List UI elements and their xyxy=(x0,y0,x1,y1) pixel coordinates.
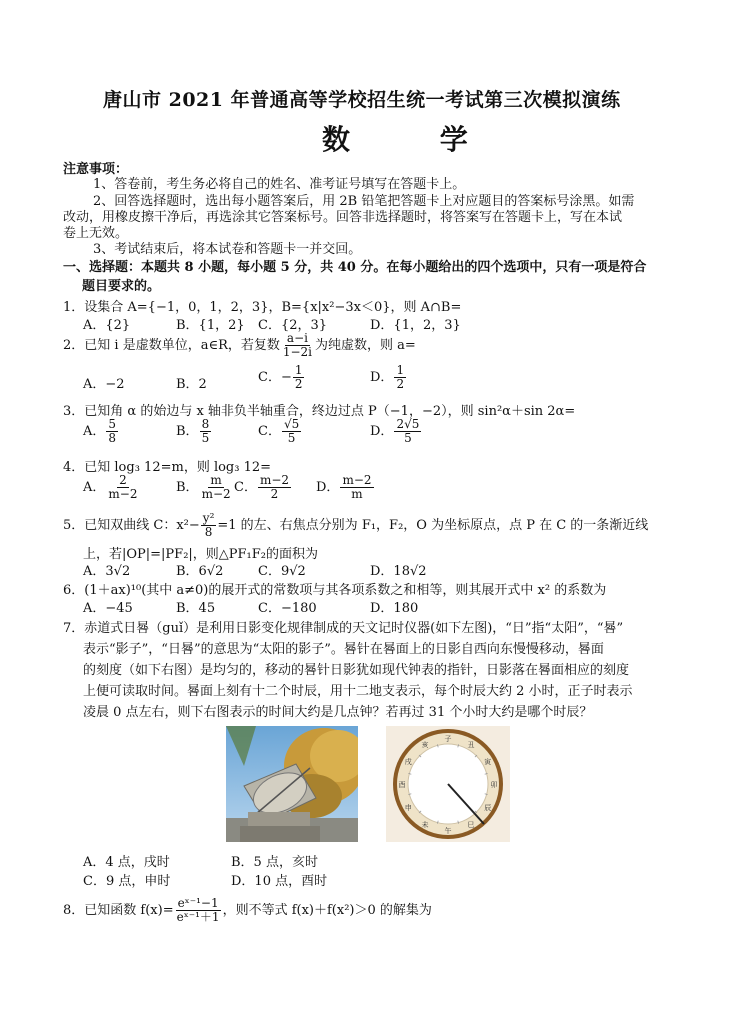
q5-stem-a: 5．已知双曲线 C：x²− xyxy=(63,518,200,533)
q7-line-4: 上便可读取时间。晷面上刻有十二个时辰，用十二地支表示，每个时辰大约 2 小时，正子时表示 xyxy=(83,684,633,699)
q3-option-d-num: 2√5 xyxy=(396,417,420,431)
q2-frac-den: 1−2i xyxy=(282,345,313,359)
q7-option-a: A．4 点，戌时 xyxy=(83,855,170,870)
q4-option-a xyxy=(83,474,140,501)
sundial-dial-diagram xyxy=(386,726,510,842)
q4-option-d-label: D． xyxy=(316,480,340,495)
q3-option-b xyxy=(176,418,212,445)
q3-option-d-den: 5 xyxy=(404,431,412,445)
q8-fraction xyxy=(175,897,222,924)
q2-option-c-label: C．− xyxy=(258,370,292,385)
q3-option-d-label: D． xyxy=(370,424,394,439)
dial-label: 午 xyxy=(444,827,452,835)
q5-stem-b: =1 的左、右焦点分别为 F₁，F₂，O 为坐标原点，点 P 在 C 的一条渐近线 xyxy=(217,518,649,533)
sundial-photo xyxy=(226,726,358,842)
dial-svg xyxy=(386,726,510,842)
dial-label: 巳 xyxy=(467,820,475,829)
q3-option-c-num: √5 xyxy=(283,417,300,431)
q4-option-d-num: m−2 xyxy=(342,473,372,487)
dial-label: 酉 xyxy=(398,781,406,789)
q7-line-2: 表示“影子”，“日晷”的意思为“太阳的影子”。晷针在晷面上的日影自西向东慢慢移动，晷面 xyxy=(83,642,604,657)
q3-option-a xyxy=(83,418,119,445)
q8-stem xyxy=(63,897,432,924)
dial-label: 申 xyxy=(404,804,412,812)
q1-stem: 1．设集合 A={−1，0，1，2，3}，B={x|x²−3x＜0}，则 A∩B= xyxy=(63,300,462,315)
q6-option-c: C．−180 xyxy=(258,601,317,616)
q3-option-c-label: C． xyxy=(258,424,281,439)
q5-option-d: D．18√2 xyxy=(370,564,427,579)
q4-option-d-den: m xyxy=(351,487,363,501)
q2-option-c-den: 2 xyxy=(294,377,303,391)
q3-option-d xyxy=(370,418,422,445)
q4-option-d-frac xyxy=(340,474,373,501)
q2-option-d-label: D． xyxy=(370,370,394,385)
q7-option-d: D．10 点，酉时 xyxy=(231,874,328,889)
notice-item-1: 1、答卷前，考生务必将自己的姓名、准考证号填写在答题卡上。 xyxy=(93,177,466,192)
q5-option-b: B．6√2 xyxy=(176,564,224,579)
q8-frac-den: eˣ⁻¹＋1 xyxy=(176,910,220,924)
q4-option-a-frac xyxy=(106,474,139,501)
q5-frac-den: 8 xyxy=(204,525,213,539)
q4-option-b-frac xyxy=(200,474,233,501)
q8-stem-a: 8．已知函数 f(x)= xyxy=(63,903,174,918)
q4-option-c-frac xyxy=(258,474,291,501)
q3-option-a-num: 5 xyxy=(108,417,117,431)
q7-option-c: C．9 点，申时 xyxy=(83,874,171,889)
q3-option-b-frac xyxy=(200,418,212,445)
dial-label: 辰 xyxy=(484,804,492,812)
q3-option-c-frac xyxy=(282,418,301,445)
q4-option-b xyxy=(176,474,234,501)
dial-label: 卯 xyxy=(490,781,498,789)
dial-label: 子 xyxy=(444,735,452,743)
exam-title: 唐山市 2021 年普通高等学校招生统一考试第三次模拟演练 xyxy=(103,89,621,111)
q3-option-c xyxy=(258,418,302,445)
q3-option-a-den: 8 xyxy=(108,431,117,445)
q5-stem-line2: 上，若|OP|=|PF₂|，则△PF₁F₂的面积为 xyxy=(83,547,319,562)
section-heading: 一、选择题：本题共 8 小题，每小题 5 分，共 40 分。在每小题给出的四个选项中，只有一项是符合 xyxy=(63,260,647,275)
notice-item-2-cont2: 卷上无效。 xyxy=(63,226,129,241)
notice-item-2-cont: 改动，用橡皮擦干净后，再选涂其它答案标号。回答非选择题时，将答案写在答题卡上，写在本试 xyxy=(63,210,623,225)
q7-line-5: 凌晨 0 点左右，则下右图表示的时间大约是几点钟？若再过 31 个小时大约是哪个时辰？ xyxy=(83,705,593,720)
q7-line-1: 7．赤道式日晷（guǐ）是利用日影变化规律制成的天文记时仪器(如下左图)，“日”指“太阳”，“晷” xyxy=(63,621,624,636)
q2-option-d-num: 1 xyxy=(396,363,405,377)
dial-label: 寅 xyxy=(484,758,492,766)
notice-item-3: 3、考试结束后，将本试卷和答题卡一并交回。 xyxy=(93,242,362,257)
q4-option-c-den: 2 xyxy=(270,487,279,501)
q5-option-a: A．3√2 xyxy=(83,564,131,579)
q4-option-b-label: B． xyxy=(176,480,199,495)
q1-option-b: B．{1，2} xyxy=(176,318,245,333)
q5-frac-num: y² xyxy=(202,511,215,525)
q6-option-a: A．−45 xyxy=(83,601,133,616)
q4-option-b-den: m−2 xyxy=(201,487,231,501)
q5-option-c: C．9√2 xyxy=(258,564,306,579)
dial-label: 未 xyxy=(421,820,429,829)
q3-option-d-frac xyxy=(394,418,421,445)
q5-fraction xyxy=(201,512,217,539)
q2-stem xyxy=(63,332,416,359)
q3-option-b-num: 8 xyxy=(201,417,210,431)
q1-option-d: D．{1，2，3} xyxy=(370,318,461,333)
q6-stem: 6．(1＋ax)¹⁰(其中 a≠0)的展开式的常数项与其各项系数之和相等，则其展开式中 x² 的系数为 xyxy=(63,583,607,598)
q2-fraction xyxy=(281,332,314,359)
q4-option-c-num: m−2 xyxy=(259,473,290,487)
q7-option-b: B．5 点，亥时 xyxy=(231,855,318,870)
q4-option-a-den: m−2 xyxy=(108,487,138,501)
q3-option-a-label: A． xyxy=(83,424,106,439)
q2-option-d xyxy=(370,364,407,391)
subject-title: 数 学 xyxy=(322,123,508,156)
q2-frac-num: a−i xyxy=(286,331,308,345)
q2-option-d-frac xyxy=(394,364,406,391)
q2-option-d-den: 2 xyxy=(396,377,405,391)
section-heading-cont: 题目要求的。 xyxy=(82,279,161,294)
q4-option-c xyxy=(234,474,292,501)
q3-option-b-label: B． xyxy=(176,424,199,439)
q2-option-c-frac xyxy=(293,364,305,391)
sundial-photo-art xyxy=(226,726,358,842)
q1-option-c: C．{2，3} xyxy=(258,318,328,333)
q3-option-a-frac xyxy=(106,418,118,445)
dial-label: 戌 xyxy=(404,758,412,766)
dial-label: 丑 xyxy=(467,741,475,750)
q6-option-b: B．45 xyxy=(176,601,216,616)
notice-item-2: 2、回答选择题时，选出每小题答案后，用 2B 铅笔把答题卡上对应题目的答案标号涂黑。如需 xyxy=(93,194,635,209)
q4-option-b-num: m xyxy=(210,473,222,487)
q4-option-c-label: C． xyxy=(234,480,257,495)
q2-option-c-num: 1 xyxy=(294,363,303,377)
notice-heading: 注意事项： xyxy=(63,162,129,177)
dial-label: 亥 xyxy=(421,741,429,750)
q4-stem: 4．已知 log₃ 12=m，则 log₃ 12= xyxy=(63,460,272,475)
q3-stem: 3．已知角 α 的始边与 x 轴非负半轴重合，终边过点 P（−1，−2），则 sin²α＋sin 2α= xyxy=(63,404,576,419)
q2-option-b: B．2 xyxy=(176,377,207,392)
q4-option-a-label: A． xyxy=(83,480,106,495)
q2-option-c xyxy=(258,364,305,391)
q4-option-a-num: 2 xyxy=(119,473,127,487)
q8-frac-num: eˣ⁻¹−1 xyxy=(177,896,219,910)
q5-stem xyxy=(63,512,648,539)
q6-option-d: D．180 xyxy=(370,601,419,616)
q8-stem-b: ，则不等式 f(x)＋f(x²)＞0 的解集为 xyxy=(222,903,432,918)
q4-option-d xyxy=(316,474,375,501)
q3-option-c-den: 5 xyxy=(287,431,296,445)
q7-line-3: 的刻度（如下右图）是均匀的，移动的晷针日影犹如现代钟表的指针，日影落在晷面相应的刻度 xyxy=(83,663,630,678)
q2-stem-a: 2．已知 i 是虚数单位，a∈R，若复数 xyxy=(63,338,280,353)
q1-option-a: A．{2} xyxy=(83,318,131,333)
q2-stem-b: 为纯虚数，则 a= xyxy=(315,338,416,353)
q3-option-b-den: 5 xyxy=(201,431,210,445)
q2-option-a: A．−2 xyxy=(83,377,125,392)
